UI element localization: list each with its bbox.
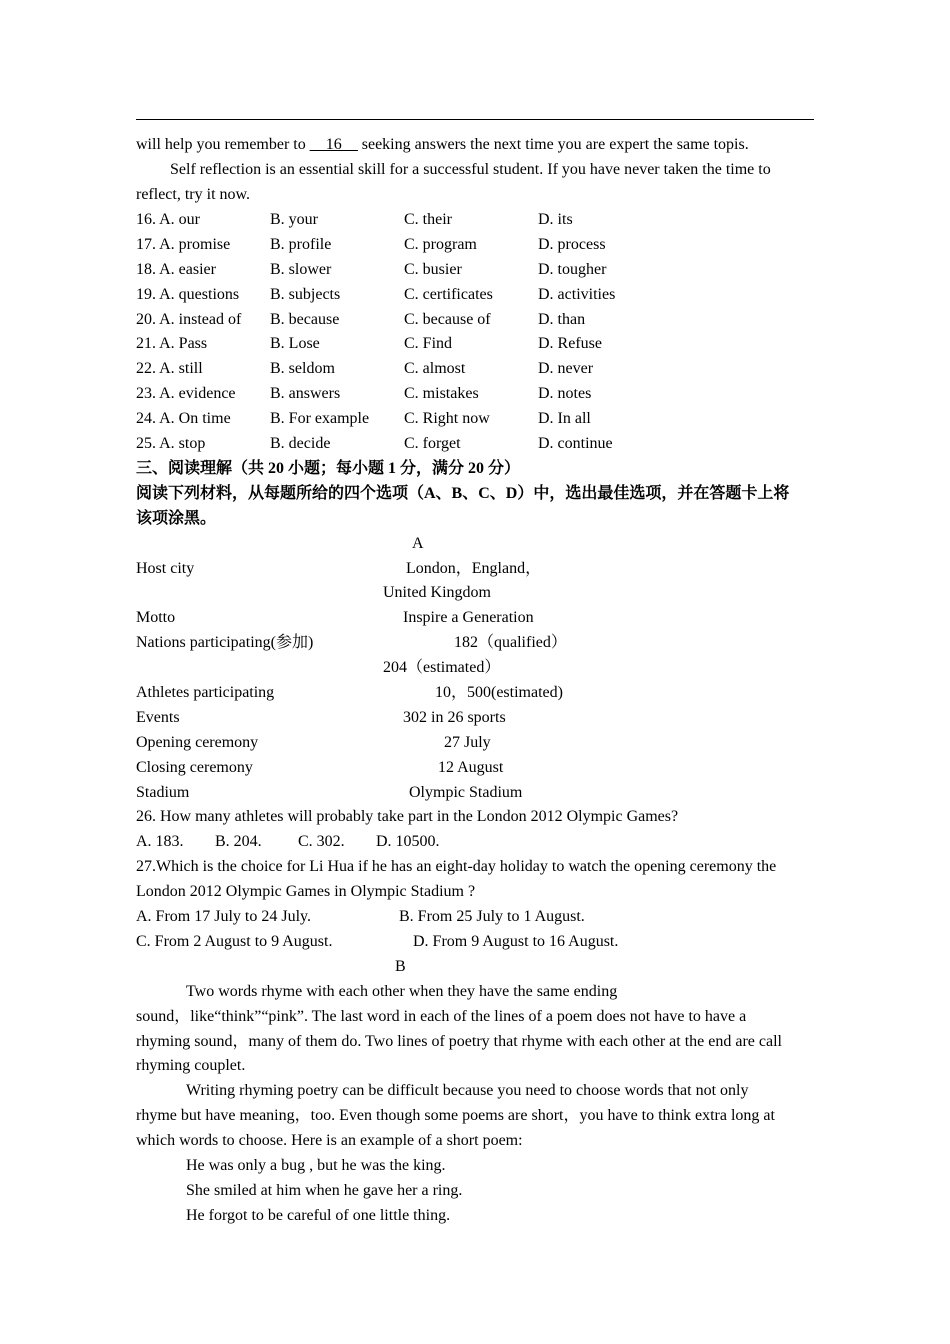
- info-value: 204（estimated）: [383, 659, 501, 676]
- option-c: C. forget: [404, 435, 461, 452]
- option-c: C. Right now: [404, 410, 490, 427]
- option-b: B. profile: [270, 236, 332, 253]
- passage-line: rhyming sound，many of them do. Two lines of poetry that rhyme with each other at the end are call: [136, 1033, 782, 1050]
- option-c: C. certificates: [404, 286, 493, 303]
- option-c: C. because of: [404, 311, 491, 328]
- option-c: C. almost: [404, 360, 466, 377]
- passage-line: rhyming couplet.: [136, 1057, 246, 1074]
- q26-option-b: B. 204.: [215, 833, 262, 850]
- option-d: D. than: [538, 311, 586, 328]
- info-label: Host city: [136, 560, 195, 577]
- passage-line: Writing rhyming poetry can be difficult because you need to choose words that not only: [186, 1082, 749, 1099]
- q27-option-a: A. From 17 July to 24 July.: [136, 908, 311, 925]
- option-a: 25. A. stop: [136, 435, 206, 452]
- info-label: Stadium: [136, 784, 190, 801]
- option-d: D. tougher: [538, 261, 607, 278]
- option-a: 24. A. On time: [136, 410, 231, 427]
- q26-option-d: D. 10500.: [376, 833, 440, 850]
- question-26: 26. How many athletes will probably take part in the London 2012 Olympic Games?: [136, 808, 679, 825]
- option-b: B. answers: [270, 385, 341, 402]
- header-rule: [136, 119, 814, 120]
- poem-line: He forgot to be careful of one little thing.: [186, 1207, 451, 1224]
- question-27: 27.Which is the choice for Li Hua if he has an eight-day holiday to watch the opening ceremony the: [136, 858, 777, 875]
- blank-16: __16__: [309, 136, 358, 153]
- q26-option-c: C. 302.: [298, 833, 345, 850]
- option-b: B. For example: [270, 410, 370, 427]
- info-value: Inspire a Generation: [403, 609, 534, 626]
- info-value: 10，500(estimated): [435, 684, 563, 701]
- q27-option-c: C. From 2 August to 9 August.: [136, 933, 333, 950]
- info-label: Closing ceremony: [136, 759, 253, 776]
- info-label: Nations participating(参加): [136, 634, 314, 651]
- passage-line: Two words rhyme with each other when they have the same ending: [186, 983, 618, 1000]
- option-a: 18. A. easier: [136, 261, 216, 278]
- option-d: D. process: [538, 236, 606, 253]
- q27-option-b: B. From 25 July to 1 August.: [399, 908, 585, 925]
- passage-line: will help you remember to __16__ seeking answers the next time you are expert the same topis.: [136, 136, 749, 153]
- option-b: B. seldom: [270, 360, 335, 377]
- poem-line: He was only a bug , but he was the king.: [186, 1157, 446, 1174]
- q27-option-d: D. From 9 August to 16 August.: [413, 933, 619, 950]
- option-a: 19. A. questions: [136, 286, 240, 303]
- option-a: 22. A. still: [136, 360, 203, 377]
- info-value: Olympic Stadium: [409, 784, 523, 801]
- option-b: B. your: [270, 211, 318, 228]
- option-a: 17. A. promise: [136, 236, 231, 253]
- info-value: 27 July: [444, 734, 491, 751]
- info-label: Opening ceremony: [136, 734, 259, 751]
- option-b: B. subjects: [270, 286, 341, 303]
- option-b: B. Lose: [270, 335, 320, 352]
- passage-line: reflect, try it now.: [136, 186, 251, 203]
- info-label: Motto: [136, 609, 176, 626]
- passage-label: A: [412, 535, 424, 552]
- passage-line: sound，like“think”“pink”. The last word in each of the lines of a poem does not have to have a: [136, 1008, 747, 1025]
- option-a: 21. A. Pass: [136, 335, 208, 352]
- option-d: D. activities: [538, 286, 616, 303]
- option-d: D. notes: [538, 385, 592, 402]
- q26-option-a: A. 183.: [136, 833, 184, 850]
- option-d: D. continue: [538, 435, 613, 452]
- info-label: Athletes participating: [136, 684, 275, 701]
- option-d: D. its: [538, 211, 573, 228]
- section-instruction: 该项涂黑。: [136, 510, 217, 527]
- passage-line: rhyme but have meaning，too. Even though some poems are short，you have to think extra long at: [136, 1107, 775, 1124]
- poem-line: She smiled at him when he gave her a ring.: [186, 1182, 463, 1199]
- info-value: United Kingdom: [383, 584, 491, 601]
- option-a: 23. A. evidence: [136, 385, 236, 402]
- option-c: C. Find: [404, 335, 453, 352]
- option-d: D. Refuse: [538, 335, 602, 352]
- section-heading: 三、阅读理解（共 20 小题；每小题 1 分，满分 20 分）: [136, 460, 521, 477]
- option-b: B. slower: [270, 261, 332, 278]
- option-d: D. In all: [538, 410, 591, 427]
- option-b: B. decide: [270, 435, 331, 452]
- info-value: London，England，: [406, 560, 542, 577]
- option-a: 16. A. our: [136, 211, 200, 228]
- option-c: C. busier: [404, 261, 462, 278]
- passage-label: B: [395, 958, 406, 975]
- question-27: London 2012 Olympic Games in Olympic Stadium ?: [136, 883, 476, 900]
- option-d: D. never: [538, 360, 594, 377]
- passage-line: Self reflection is an essential skill for a successful student. If you have never taken the time to: [170, 161, 771, 178]
- option-a: 20. A. instead of: [136, 311, 242, 328]
- option-c: C. their: [404, 211, 452, 228]
- option-c: C. mistakes: [404, 385, 479, 402]
- info-value: 182（qualified）: [454, 634, 567, 651]
- section-instruction: 阅读下列材料，从每题所给的四个选项（A、B、C、D）中，选出最佳选项，并在答题卡上将: [136, 485, 790, 502]
- info-label: Events: [136, 709, 180, 726]
- info-value: 12 August: [438, 759, 504, 776]
- option-b: B. because: [270, 311, 340, 328]
- option-c: C. program: [404, 236, 477, 253]
- passage-line: which words to choose. Here is an example of a short poem:: [136, 1132, 523, 1149]
- info-value: 302 in 26 sports: [403, 709, 506, 726]
